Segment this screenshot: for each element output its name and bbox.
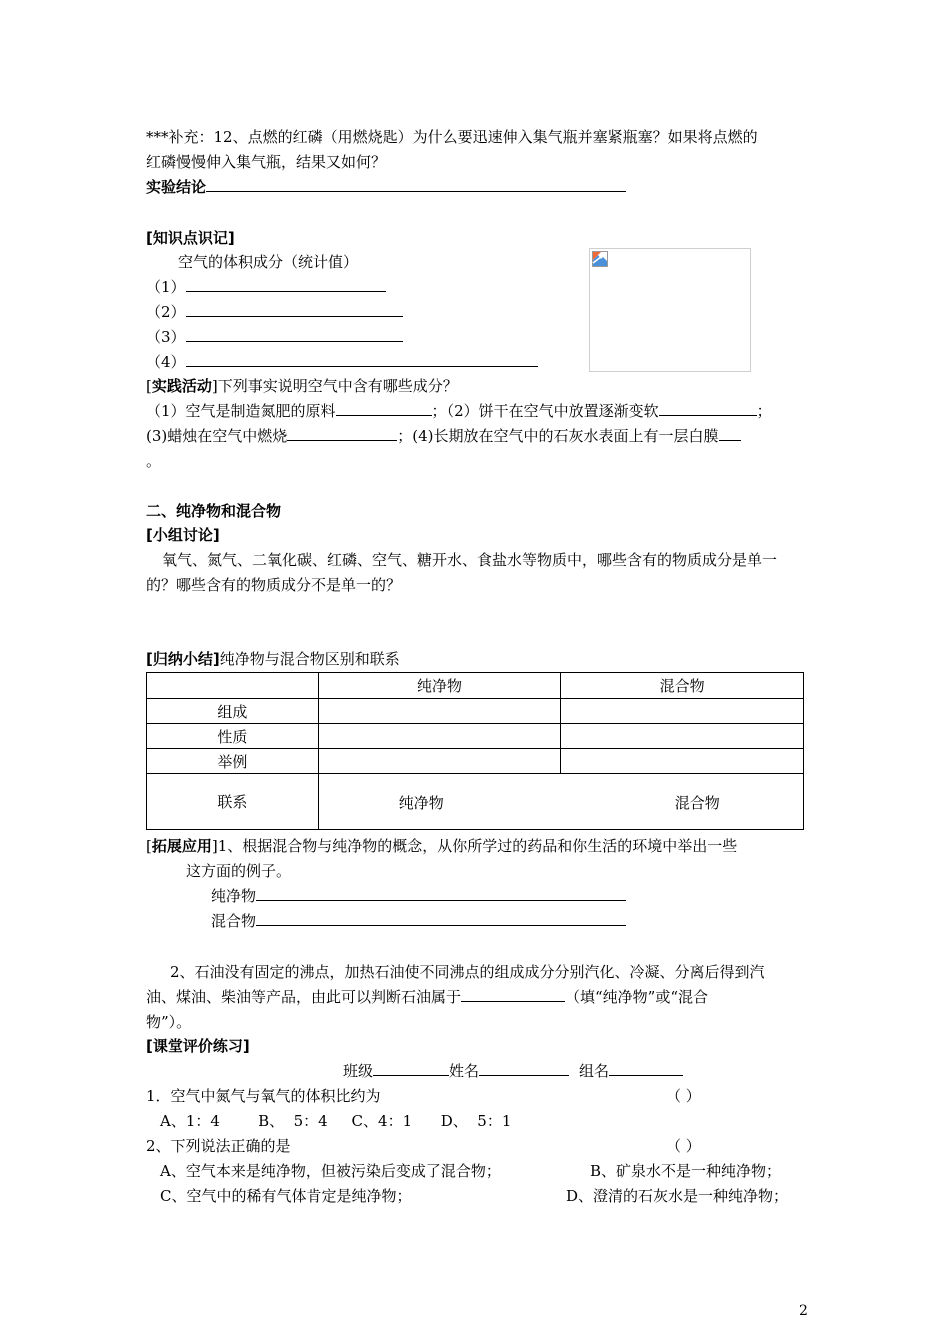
table-row xyxy=(147,724,804,749)
row-label: 举例 xyxy=(147,749,319,774)
table-cell[interactable] xyxy=(561,699,804,724)
relation-cell[interactable] xyxy=(318,774,803,830)
extension-q2-part-b: （填“纯净物”或“混合 xyxy=(565,988,709,1006)
row-label: 组成 xyxy=(147,699,319,724)
section-2-title: 二、纯净物和混合物 xyxy=(146,502,282,520)
practice-q3: (3)蜡烛在空气中燃烧 xyxy=(146,427,288,445)
comparison-table xyxy=(146,672,804,830)
knowledge-item-3 xyxy=(146,327,403,347)
discussion-heading: [小组讨论] xyxy=(146,526,220,544)
supplement-line-2: 红磷慢慢伸入集气瓶，结果又如何？ xyxy=(146,153,387,171)
practice-q1: （1）空气是制造氮肥的原料 xyxy=(146,402,336,420)
summary-heading: [归纳小结] xyxy=(146,650,220,668)
extension-q2-line-1: 2、石油没有固定的沸点，加热石油使不同沸点的组成成分分别汽化、冷凝、分离后得到汽 xyxy=(170,963,765,981)
pure-label: 纯净物 xyxy=(211,887,257,905)
practice-sep: ； xyxy=(431,402,447,420)
question-2-option-a: A、空气本来是纯净物，但被污染后变成了混合物； xyxy=(160,1162,501,1180)
image-placeholder xyxy=(589,248,751,372)
practice-q4: (4)长期放在空气中的石灰水表面上有一层白膜 xyxy=(412,427,719,445)
extension-line-1 xyxy=(146,836,737,856)
practice-heading-line xyxy=(146,376,458,396)
page-number: 2 xyxy=(799,1303,808,1319)
table-header-cell: 纯净物 xyxy=(318,673,561,699)
petroleum-blank[interactable] xyxy=(461,987,565,1002)
table-cell[interactable] xyxy=(318,699,561,724)
group-label: 组名 xyxy=(579,1062,610,1080)
extension-q1: 1、根据混合物与纯净物的概念，从你所学过的药品和你生活的环境中举出一些 xyxy=(217,837,738,855)
table-header-cell: 混合物 xyxy=(561,673,804,699)
supplement-line-1: ***补充：12、点燃的红磷（用燃烧匙）为什么要迅速伸入集气瓶并塞紧瓶塞？如果将点燃的 xyxy=(146,128,758,146)
discussion-line-2: 的？哪些含有的物质成分不是单一的？ xyxy=(146,576,402,594)
extension-heading: 拓展应用 xyxy=(151,837,212,855)
practice-bracket-close: ] xyxy=(211,377,218,395)
extension-q2-line-2 xyxy=(146,987,708,1007)
knowledge-heading: [知识点识记] xyxy=(146,229,235,247)
practice-bracket-open: [ xyxy=(146,377,152,395)
practice-end: ； xyxy=(756,402,772,420)
table-cell[interactable] xyxy=(561,749,804,774)
summary-heading-line xyxy=(146,649,400,669)
knowledge-item-label: （2） xyxy=(146,303,186,321)
practice-sep: ； xyxy=(397,427,413,445)
student-info xyxy=(343,1061,683,1081)
group-blank[interactable] xyxy=(609,1061,683,1076)
table-cell[interactable] xyxy=(561,724,804,749)
classroom-heading: [课堂评价练习] xyxy=(146,1037,250,1055)
practice-q4-blank[interactable] xyxy=(719,426,741,441)
question-2-option-d: D、澄清的石灰水是一种纯净物； xyxy=(566,1187,789,1205)
extension-bracket-close: ] xyxy=(211,837,218,855)
practice-q1-blank[interactable] xyxy=(336,401,432,416)
knowledge-item-4 xyxy=(146,352,538,372)
practice-q2: （2）饼干在空气中放置逐渐变软 xyxy=(446,402,659,420)
question-1-options: A、1：4 B、 5：4 C、4：1 D、 5：1 xyxy=(160,1112,512,1130)
experiment-conclusion-label: 实验结论 xyxy=(146,178,207,196)
knowledge-blank[interactable] xyxy=(186,277,386,292)
practice-q2-blank[interactable] xyxy=(659,401,757,416)
experiment-conclusion-blank[interactable] xyxy=(206,177,626,192)
experiment-conclusion xyxy=(146,177,626,197)
mixture-examples xyxy=(211,911,626,931)
name-label: 姓名 xyxy=(449,1062,480,1080)
question-1-answer[interactable]: （ ） xyxy=(666,1087,701,1105)
discussion-line-1: 氧气、氮气、二氧化碳、红磷、空气、糖开水、食盐水等物质中，哪些含有的物质成分是单一 xyxy=(162,551,778,569)
knowledge-item-label: （4） xyxy=(146,353,186,371)
practice-q3-blank[interactable] xyxy=(287,426,397,441)
knowledge-title: 空气的体积成分（统计值） xyxy=(178,253,359,271)
table-header-cell xyxy=(147,673,319,699)
mixture-blank[interactable] xyxy=(256,911,626,926)
practice-question: 下列事实说明空气中含有哪些成分？ xyxy=(217,377,458,395)
question-2-option-c: C、空气中的稀有气体肯定是纯净物； xyxy=(160,1187,412,1205)
knowledge-blank[interactable] xyxy=(186,302,403,317)
practice-heading: 实践活动 xyxy=(151,377,212,395)
extension-bracket-open: [ xyxy=(146,837,152,855)
knowledge-blank[interactable] xyxy=(186,327,403,342)
relation-left: 纯净物 xyxy=(398,794,444,812)
name-blank[interactable] xyxy=(479,1061,569,1076)
pure-blank[interactable] xyxy=(256,886,626,901)
knowledge-item-2 xyxy=(146,302,403,322)
row-label: 性质 xyxy=(147,724,319,749)
class-label: 班级 xyxy=(343,1062,374,1080)
practice-line-end: 。 xyxy=(146,452,162,470)
knowledge-item-1 xyxy=(146,277,386,297)
table-header-row xyxy=(147,673,804,699)
class-blank[interactable] xyxy=(373,1061,449,1076)
knowledge-item-label: （1） xyxy=(146,278,186,296)
question-2-option-b: B、矿泉水不是一种纯净物； xyxy=(590,1162,782,1180)
table-row xyxy=(147,699,804,724)
question-2: 2、下列说法正确的是 xyxy=(146,1137,291,1155)
relation-right: 混合物 xyxy=(674,794,720,812)
pure-examples xyxy=(211,886,626,906)
knowledge-item-label: （3） xyxy=(146,328,186,346)
relation-label: 联系 xyxy=(147,774,319,830)
question-1: 1．空气中氮气与氧气的体积比约为 xyxy=(146,1087,381,1105)
table-cell[interactable] xyxy=(318,724,561,749)
extension-q2-part-a: 油、煤油、柴油等产品，由此可以判断石油属于 xyxy=(146,988,462,1006)
practice-line-2 xyxy=(146,426,741,446)
broken-image-icon xyxy=(592,251,608,267)
practice-line-1 xyxy=(146,401,772,421)
knowledge-blank[interactable] xyxy=(186,352,538,367)
table-cell[interactable] xyxy=(318,749,561,774)
table-row xyxy=(147,749,804,774)
mixture-label: 混合物 xyxy=(211,912,257,930)
summary-subtitle: 纯净物与混合物区别和联系 xyxy=(219,650,400,668)
relation-row xyxy=(147,774,804,830)
extension-q2-line-3: 物”）。 xyxy=(146,1013,192,1031)
question-2-answer[interactable]: （ ） xyxy=(666,1137,701,1155)
extension-line-2: 这方面的例子。 xyxy=(186,862,292,880)
